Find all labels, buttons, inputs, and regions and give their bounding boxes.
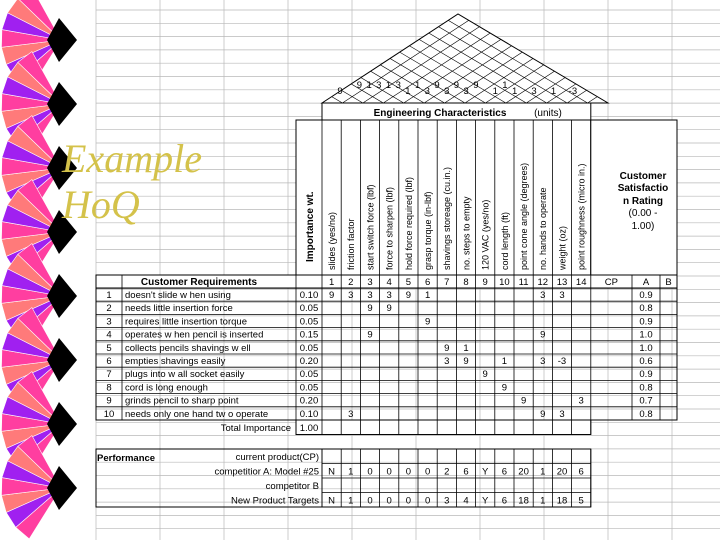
performance-value: 3	[444, 495, 450, 507]
relationship-value: 3	[348, 408, 354, 420]
performance-value: 6	[578, 466, 584, 478]
eng-char-label: force to sharpen (lbf)	[384, 186, 395, 270]
eng-char-header: Engineering Characteristics	[373, 108, 507, 119]
relationship-value: 9	[328, 290, 335, 301]
requirement-text: empties shavings easily	[125, 356, 226, 367]
relationship-value: 3	[578, 395, 584, 407]
rating-a-value: 0.8	[639, 382, 653, 394]
total-importance-value: 1.00	[299, 423, 319, 434]
performance-value: Y	[482, 495, 489, 507]
column-number: 13	[556, 277, 568, 288]
importance-value: 0.05	[299, 382, 319, 394]
requirement-number: 2	[106, 303, 112, 315]
requirement-text: cord is long enough	[125, 382, 208, 394]
importance-header: Importance wt.	[305, 191, 316, 262]
column-number: 11	[518, 277, 529, 288]
importance-value: 0.20	[299, 356, 319, 367]
relationship-value: 9	[520, 395, 527, 407]
total-row-box	[296, 420, 591, 435]
pinwheel-fan-border	[1, 0, 77, 539]
importance-value: 0.10	[299, 408, 319, 420]
rating-a-value: 0.8	[639, 303, 653, 315]
rating-a-value: 0.9	[639, 290, 653, 301]
requirement-number: 8	[106, 382, 112, 394]
roof-lattice-line	[588, 0, 720, 103]
column-number: 7	[444, 277, 450, 288]
importance-value: 0.05	[299, 303, 319, 315]
requirement-text: grinds pencil to sharp point	[125, 395, 239, 407]
eng-char-label: hold force required (lbf)	[403, 176, 414, 270]
roof-correlation-value: 3	[395, 80, 401, 91]
eng-char-label: point roughness (micro in.)	[576, 163, 587, 270]
cust-sat-header-line: 1.00)	[631, 221, 655, 232]
performance-value: Y	[482, 466, 489, 478]
relationship-value: 9	[501, 382, 508, 394]
relationship-value: 9	[482, 369, 488, 381]
performance-value: 20	[556, 466, 568, 478]
column-number: 14	[575, 277, 587, 288]
roof-lattice-line	[567, 0, 720, 103]
relationship-value: 3	[540, 290, 546, 301]
performance-value: 0	[424, 466, 431, 478]
slide-title	[62, 136, 202, 228]
importance-value: 0.20	[299, 395, 319, 407]
relationship-value: 9	[405, 290, 412, 301]
relationship-value: 1	[501, 356, 508, 367]
performance-value: 20	[518, 466, 529, 478]
roof-correlation-value: 1	[502, 80, 508, 91]
roof-correlation-value: 1	[405, 86, 411, 97]
rating-a-value: 1.0	[639, 342, 653, 354]
relationship-value: -3	[557, 356, 567, 367]
performance-value: 0	[367, 495, 373, 507]
requirement-text: needs little insertion force	[125, 303, 233, 315]
requirement-number: 10	[103, 408, 115, 420]
performance-row-label: New Product Targets	[230, 495, 319, 507]
performance-value: 1	[348, 466, 354, 478]
roof-correlation-value: 3	[424, 86, 430, 97]
performance-value: 2	[444, 466, 450, 478]
slide-title-line-1: Example	[62, 136, 202, 181]
cust-req-header: Customer Requirements	[140, 277, 258, 288]
rating-a-value: 0.8	[639, 408, 653, 420]
relationship-value: 3	[386, 290, 392, 301]
requirement-text: requires little insertion torque	[125, 316, 247, 328]
performance-row-label: competitor B	[265, 481, 319, 492]
performance-value: 0	[424, 495, 431, 507]
a-header: A	[642, 277, 650, 288]
relationship-value: 9	[367, 303, 373, 315]
performance-value: 6	[463, 466, 469, 478]
relationship-value: 3	[367, 290, 373, 301]
roof-correlation-value: 1	[512, 86, 518, 97]
relationship-value: 9	[463, 356, 469, 367]
roof-correlation-value: 3	[444, 86, 450, 97]
relationship-value: 3	[444, 356, 450, 367]
eng-char-label: 120 VAC (yes/no)	[480, 199, 491, 270]
performance-value: 0	[367, 466, 373, 478]
roof-correlation-value: 9	[473, 80, 479, 91]
relationship-value: 1	[424, 290, 431, 301]
requirement-number: 5	[106, 342, 112, 354]
requirement-number: 7	[106, 369, 112, 381]
requirement-number: 3	[106, 316, 112, 328]
relationship-value: 9	[367, 329, 373, 341]
performance-value: 4	[463, 495, 469, 507]
importance-value: 0.10	[299, 290, 319, 301]
importance-value: 0.15	[299, 329, 319, 341]
roof-correlation-value: 1	[366, 80, 372, 91]
b-header: B	[665, 277, 672, 288]
eng-char-label: start switch force (lbf)	[365, 184, 376, 270]
relationship-value: 9	[540, 329, 546, 341]
column-number: 2	[348, 277, 354, 288]
relationship-value: 9	[386, 303, 392, 315]
eng-char-label: point cone angle (degrees)	[519, 162, 529, 270]
column-number: 1	[328, 277, 335, 288]
column-number: 10	[499, 277, 510, 288]
performance-value: 6	[501, 466, 508, 478]
performance-value: N	[328, 495, 336, 507]
column-number: 9	[482, 277, 488, 288]
rating-a-value: 0.7	[639, 395, 653, 407]
performance-label: Performance	[97, 453, 156, 464]
relationship-value: 3	[540, 356, 546, 367]
performance-value: 0	[386, 495, 392, 507]
column-number: 6	[424, 277, 431, 288]
requirement-number: 4	[106, 329, 112, 341]
column-number: 8	[463, 277, 469, 288]
roof-correlation-value: 3	[463, 86, 469, 97]
performance-value: 6	[501, 495, 508, 507]
hoq-correlation-roof	[90, 0, 720, 103]
performance-value: 1	[348, 495, 354, 507]
relationship-value: 9	[424, 316, 431, 328]
roof-correlation-value: 1	[414, 80, 421, 91]
cust-sat-header-line: (0.00 -	[628, 208, 658, 219]
rating-a-value: 0.6	[639, 356, 653, 367]
performance-value: 18	[556, 495, 568, 507]
cust-sat-header-line: Satisfactio	[617, 183, 669, 194]
performance-value: 18	[518, 495, 529, 507]
eng-char-label: cord length (ft)	[499, 211, 510, 270]
importance-value: 0.05	[299, 316, 319, 328]
requirement-text: operates w hen pencil is inserted	[125, 329, 264, 341]
eng-char-units: (units)	[534, 108, 562, 119]
roof-correlation-value: 9	[337, 86, 343, 97]
roof-correlation-value: 1	[492, 86, 498, 97]
roof-correlation-value: -3	[568, 86, 578, 97]
roof-correlation-value: 9	[356, 80, 363, 91]
requirement-text: doesn't slide w hen using	[125, 290, 231, 301]
cust-sat-header-line: n Rating	[623, 196, 663, 207]
performance-value: 1	[540, 495, 546, 507]
roof-correlation-value: 9	[434, 80, 440, 91]
rating-a-value: 0.9	[639, 316, 653, 328]
performance-value: 0	[405, 466, 412, 478]
rating-a-value: 1.0	[639, 329, 653, 341]
importance-value: 0.05	[299, 369, 319, 381]
performance-value: 1	[540, 466, 546, 478]
requirement-text: collects pencils shavings w ell	[125, 342, 251, 354]
eng-char-label: friction factor	[346, 218, 357, 270]
slide-title-line-2: HoQ	[62, 182, 140, 227]
cust-sat-header-line: Customer	[619, 171, 667, 182]
eng-char-label: no. hands to operate	[538, 187, 549, 270]
performance-row-label: current product(CP)	[235, 452, 319, 463]
column-number: 4	[386, 277, 392, 288]
column-number: 12	[537, 277, 549, 288]
eng-char-label: shavings storeage (cu.in.)	[442, 166, 453, 270]
roof-correlation-value: 1	[385, 80, 392, 91]
performance-value: 0	[386, 466, 392, 478]
requirement-text: plugs into w all socket easily	[125, 369, 245, 381]
relationship-value: 3	[559, 290, 565, 301]
eng-char-label: no. steps to empty	[461, 196, 472, 270]
relationship-value: 1	[463, 342, 469, 354]
requirement-text: needs only one hand tw o operate	[125, 408, 269, 420]
eng-char-label: slides (yes/no)	[327, 211, 337, 270]
relationship-value: 3	[559, 408, 565, 420]
performance-value: 5	[578, 495, 584, 507]
requirement-number: 6	[106, 356, 112, 367]
requirement-number: 9	[106, 395, 112, 407]
roof-correlation-value: 1	[550, 86, 557, 97]
relationship-value: 9	[540, 408, 546, 420]
roof-lattice-line	[110, 0, 363, 103]
total-importance-label: Total Importance	[220, 423, 291, 434]
requirement-number: 1	[106, 290, 112, 301]
roof-correlation-value: 3	[531, 86, 537, 97]
rating-a-value: 0.9	[639, 369, 653, 381]
performance-value: N	[328, 466, 336, 478]
roof-correlation-value: 3	[376, 80, 382, 91]
cp-header: CP	[604, 277, 619, 288]
performance-row-label: competitior A: Model #25	[214, 466, 319, 478]
relationship-value: 3	[348, 290, 354, 301]
roof-correlation-value: 9	[453, 80, 460, 91]
roof-lattice-line	[90, 0, 343, 103]
eng-char-label: grasp torque (in-lbf)	[423, 191, 433, 270]
relationship-value: 9	[444, 342, 450, 354]
column-number: 5	[405, 277, 412, 288]
eng-char-label: weight (oz)	[557, 225, 568, 270]
importance-value: 0.05	[299, 342, 319, 354]
column-number: 3	[367, 277, 373, 288]
performance-value: 0	[405, 495, 412, 507]
